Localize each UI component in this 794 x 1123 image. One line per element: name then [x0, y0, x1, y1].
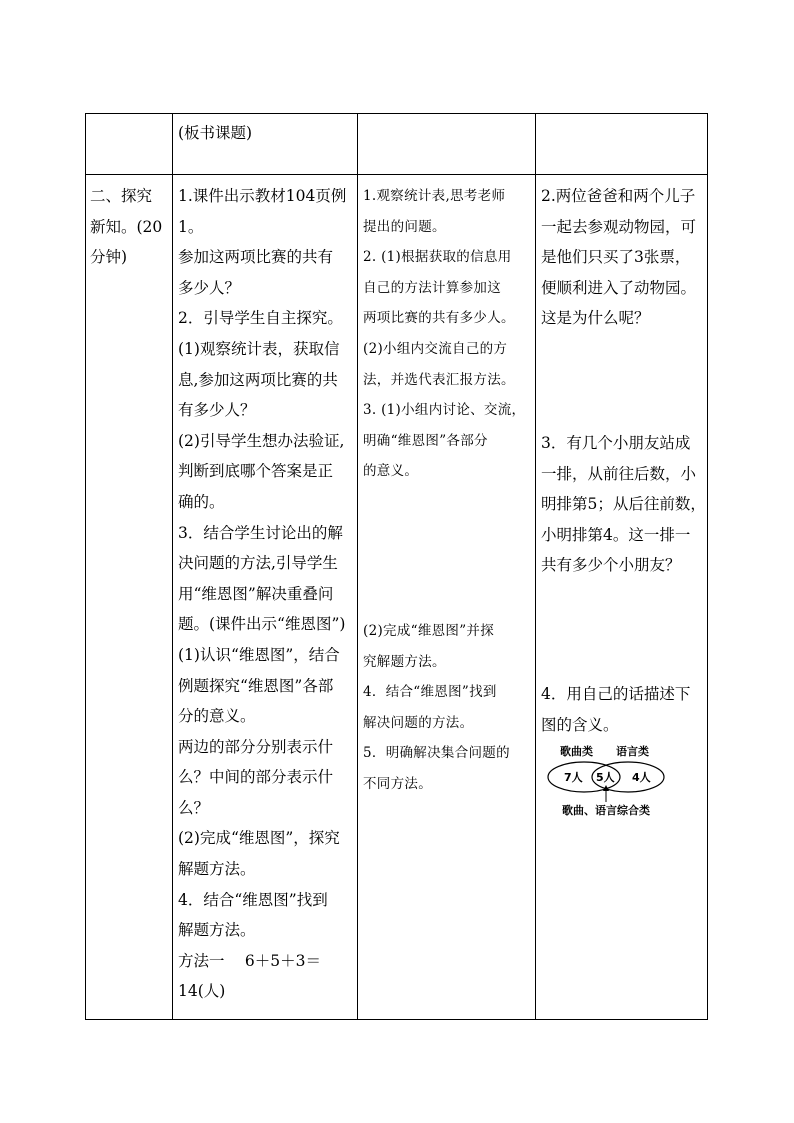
teacher-line: 用“维恩图”解决重叠问: [178, 584, 334, 603]
teacher-line: 方法一 6＋5＋3＝: [178, 951, 322, 970]
teacher-line: 决问题的方法,引导学生: [178, 554, 338, 573]
venn-left-value: 7人: [564, 771, 583, 784]
venn-bottom-label: 歌曲、语言综合类: [562, 804, 650, 817]
exercise-line: 一起去参观动物园，可: [541, 217, 697, 236]
exercise-cell-b: [541, 428, 707, 581]
teacher-line: 么？中间的部分表示什: [178, 768, 334, 787]
teacher-line: 息,参加这两项比赛的共: [178, 370, 338, 389]
student-line: 1.观察统计表,思考老师: [363, 188, 506, 204]
row-divider: [86, 174, 707, 175]
exercise-line: 3．有几个小朋友站成: [541, 434, 691, 452]
row2-col1-cell: [90, 181, 170, 273]
venn-right-label: 语言类: [616, 745, 649, 758]
teacher-line: 解题方法。: [178, 860, 256, 879]
exercise-line: 这是为什么呢？: [541, 309, 650, 328]
exercise-line: 一排，从前往后数，小: [541, 464, 697, 483]
teacher-line: 4．结合“维恩图”找到: [178, 890, 328, 909]
student-activity-cell-bottom: [363, 616, 533, 800]
student-line: 的意义。: [363, 463, 419, 480]
exercise-line: 4．用自己的话描述下: [541, 685, 691, 703]
teacher-activity-cell: [178, 181, 356, 1007]
teacher-line: 分的意义。: [178, 707, 256, 726]
exercise-line: 2.两位爸爸和两个儿子: [541, 187, 696, 205]
student-activity-cell-top: [363, 181, 533, 487]
student-line: 4．结合“维恩图”找到: [363, 684, 497, 701]
exercise-line: 明排第5；从后往前数，: [541, 495, 706, 514]
teacher-line: 例题探究“维恩图”各部: [178, 676, 334, 695]
student-line: 不同方法。: [363, 775, 432, 792]
teacher-line: 题。(课件出示“维恩图”): [178, 615, 346, 634]
teacher-line: 参加这两项比赛的共有: [178, 248, 334, 267]
venn-right-value: 4人: [632, 771, 651, 784]
student-line: 解决问题的方法。: [363, 714, 474, 731]
teacher-line: 14(人): [178, 982, 226, 1001]
teacher-line: 两边的部分分别表示什: [178, 737, 334, 756]
exercise-cell-a: [541, 181, 707, 334]
student-line: (2)小组内交流自己的方: [363, 340, 508, 357]
lesson-plan-table: [85, 113, 708, 1020]
teacher-line: (1)认识“维恩图”，结合: [178, 645, 340, 664]
teacher-line: (2)完成“维恩图”，探究: [178, 829, 340, 848]
exercise-line: 小明排第4。这一排一: [541, 525, 691, 544]
student-line: 2. (1)根据获取的信息用: [363, 249, 512, 266]
stage-line: 分钟): [90, 248, 128, 267]
teacher-line: 多少人？: [178, 278, 241, 297]
teacher-line: 1.课件出示教材104页例: [178, 187, 347, 205]
student-line: (2)完成“维恩图”并探: [363, 623, 495, 639]
teacher-line: (1)观察统计表，获取信: [178, 339, 340, 358]
student-line: 法，并选代表汇报方法。: [363, 371, 515, 388]
teacher-line: 解题方法。: [178, 921, 256, 940]
venn-diagram: [540, 744, 680, 824]
stage-line: 新知。(20: [90, 217, 163, 236]
student-line: 明确“维恩图”各部分: [363, 432, 488, 449]
stage-line: 二、探究: [90, 187, 153, 205]
exercise-line: 便顺利进入了动物园。: [541, 278, 697, 297]
venn-left-label: 歌曲类: [560, 745, 593, 758]
exercise-line: 图的含义。: [541, 715, 619, 734]
row1-col2-cell: [178, 118, 353, 149]
teacher-line: 3．结合学生讨论出的解: [178, 523, 343, 542]
student-line: 两项比赛的共有多少人。: [363, 310, 515, 327]
student-line: 3. (1)小组内讨论、交流，: [363, 402, 526, 419]
column-divider-3: [535, 114, 536, 1019]
student-line: 提出的问题。: [363, 218, 446, 235]
teacher-line: 么？: [178, 798, 210, 817]
column-divider-1: [172, 114, 173, 1019]
exercise-line: 共有多少个小朋友？: [541, 556, 681, 575]
exercise-cell-c: [541, 679, 707, 740]
column-divider-2: [357, 114, 358, 1019]
teacher-line: (2)引导学生想办法验证,: [178, 431, 345, 450]
student-line: 5．明确解决集合问题的: [363, 745, 510, 762]
student-line: 自己的方法计算参加这: [363, 279, 501, 296]
exercise-line: 是他们只买了3张票，: [541, 248, 691, 267]
student-line: 究解题方法。: [363, 653, 446, 670]
venn-middle-value: 5人: [596, 771, 615, 784]
teacher-line: 1。: [178, 217, 204, 236]
board-title-text: (板书课题): [178, 124, 253, 142]
teacher-line: 确的。: [178, 492, 225, 511]
teacher-line: 判断到底哪个答案是正: [178, 462, 334, 481]
teacher-line: 2．引导学生自主探究。: [178, 309, 343, 328]
teacher-line: 有多少人？: [178, 401, 256, 420]
